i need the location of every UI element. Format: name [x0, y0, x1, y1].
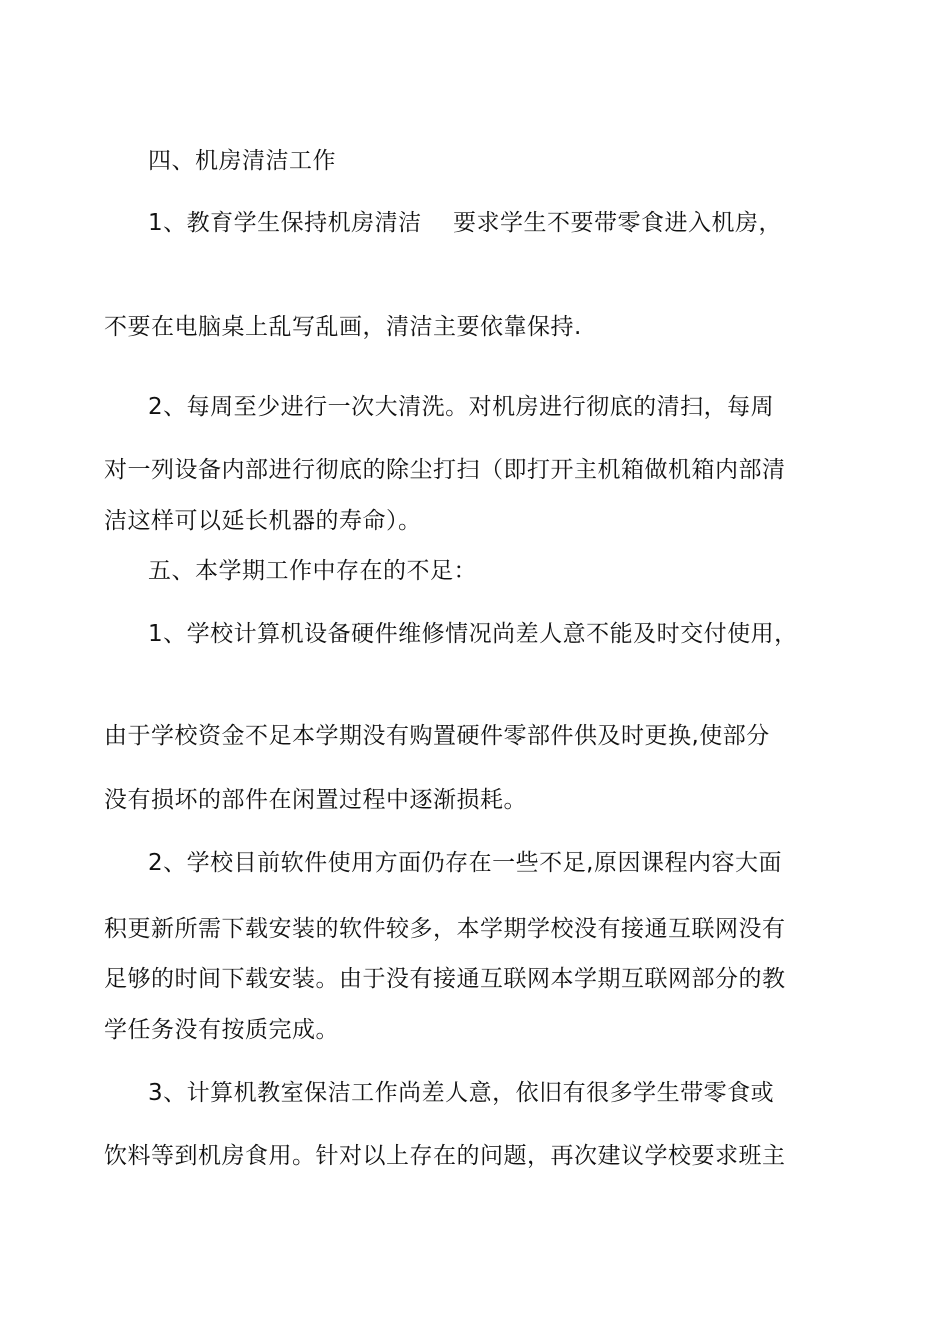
paragraph-line: 由于学校资金不足本学期没有购置硬件零部件供及时更换,使部分 — [104, 723, 770, 749]
paragraph-line: 不要在电脑桌上乱写乱画，清洁主要依靠保持. — [104, 314, 582, 340]
paragraph-line: 学任务没有按质完成。 — [104, 1017, 339, 1043]
section-heading-shortcomings: 五、本学期工作中存在的不足： — [148, 558, 477, 584]
paragraph-line: 2、学校目前软件使用方面仍存在一些不足,原因课程内容大面 — [148, 850, 782, 876]
paragraph-line: 饮料等到机房食用。针对以上存在的问题，再次建议学校要求班主 — [104, 1143, 786, 1169]
paragraph-line: 洁这样可以延长机器的寿命）。 — [104, 508, 422, 534]
paragraph-line: 没有损坏的部件在闲置过程中逐渐损耗。 — [104, 787, 527, 813]
paragraph-line: 对一列设备内部进行彻底的除尘打扫（即打开主机箱做机箱内部清 — [104, 457, 786, 483]
section-heading-cleaning: 四、机房清洁工作 — [148, 148, 336, 174]
paragraph-line: 足够的时间下载安装。由于没有接通互联网本学期互联网部分的教 — [104, 966, 786, 992]
paragraph-line: 3、计算机教室保洁工作尚差人意，依旧有很多学生带零食或 — [148, 1080, 775, 1106]
paragraph-line: 积更新所需下载安装的软件较多，本学期学校没有接通互联网没有 — [104, 916, 786, 942]
paragraph-line: 2、每周至少进行一次大清洗。对机房进行彻底的清扫，每周 — [148, 394, 775, 420]
paragraph-line: 1、教育学生保持机房清洁 要求学生不要带零食进入机房， — [148, 210, 782, 236]
paragraph-line: 1、学校计算机设备硬件维修情况尚差人意不能及时交付使用， — [148, 621, 798, 647]
